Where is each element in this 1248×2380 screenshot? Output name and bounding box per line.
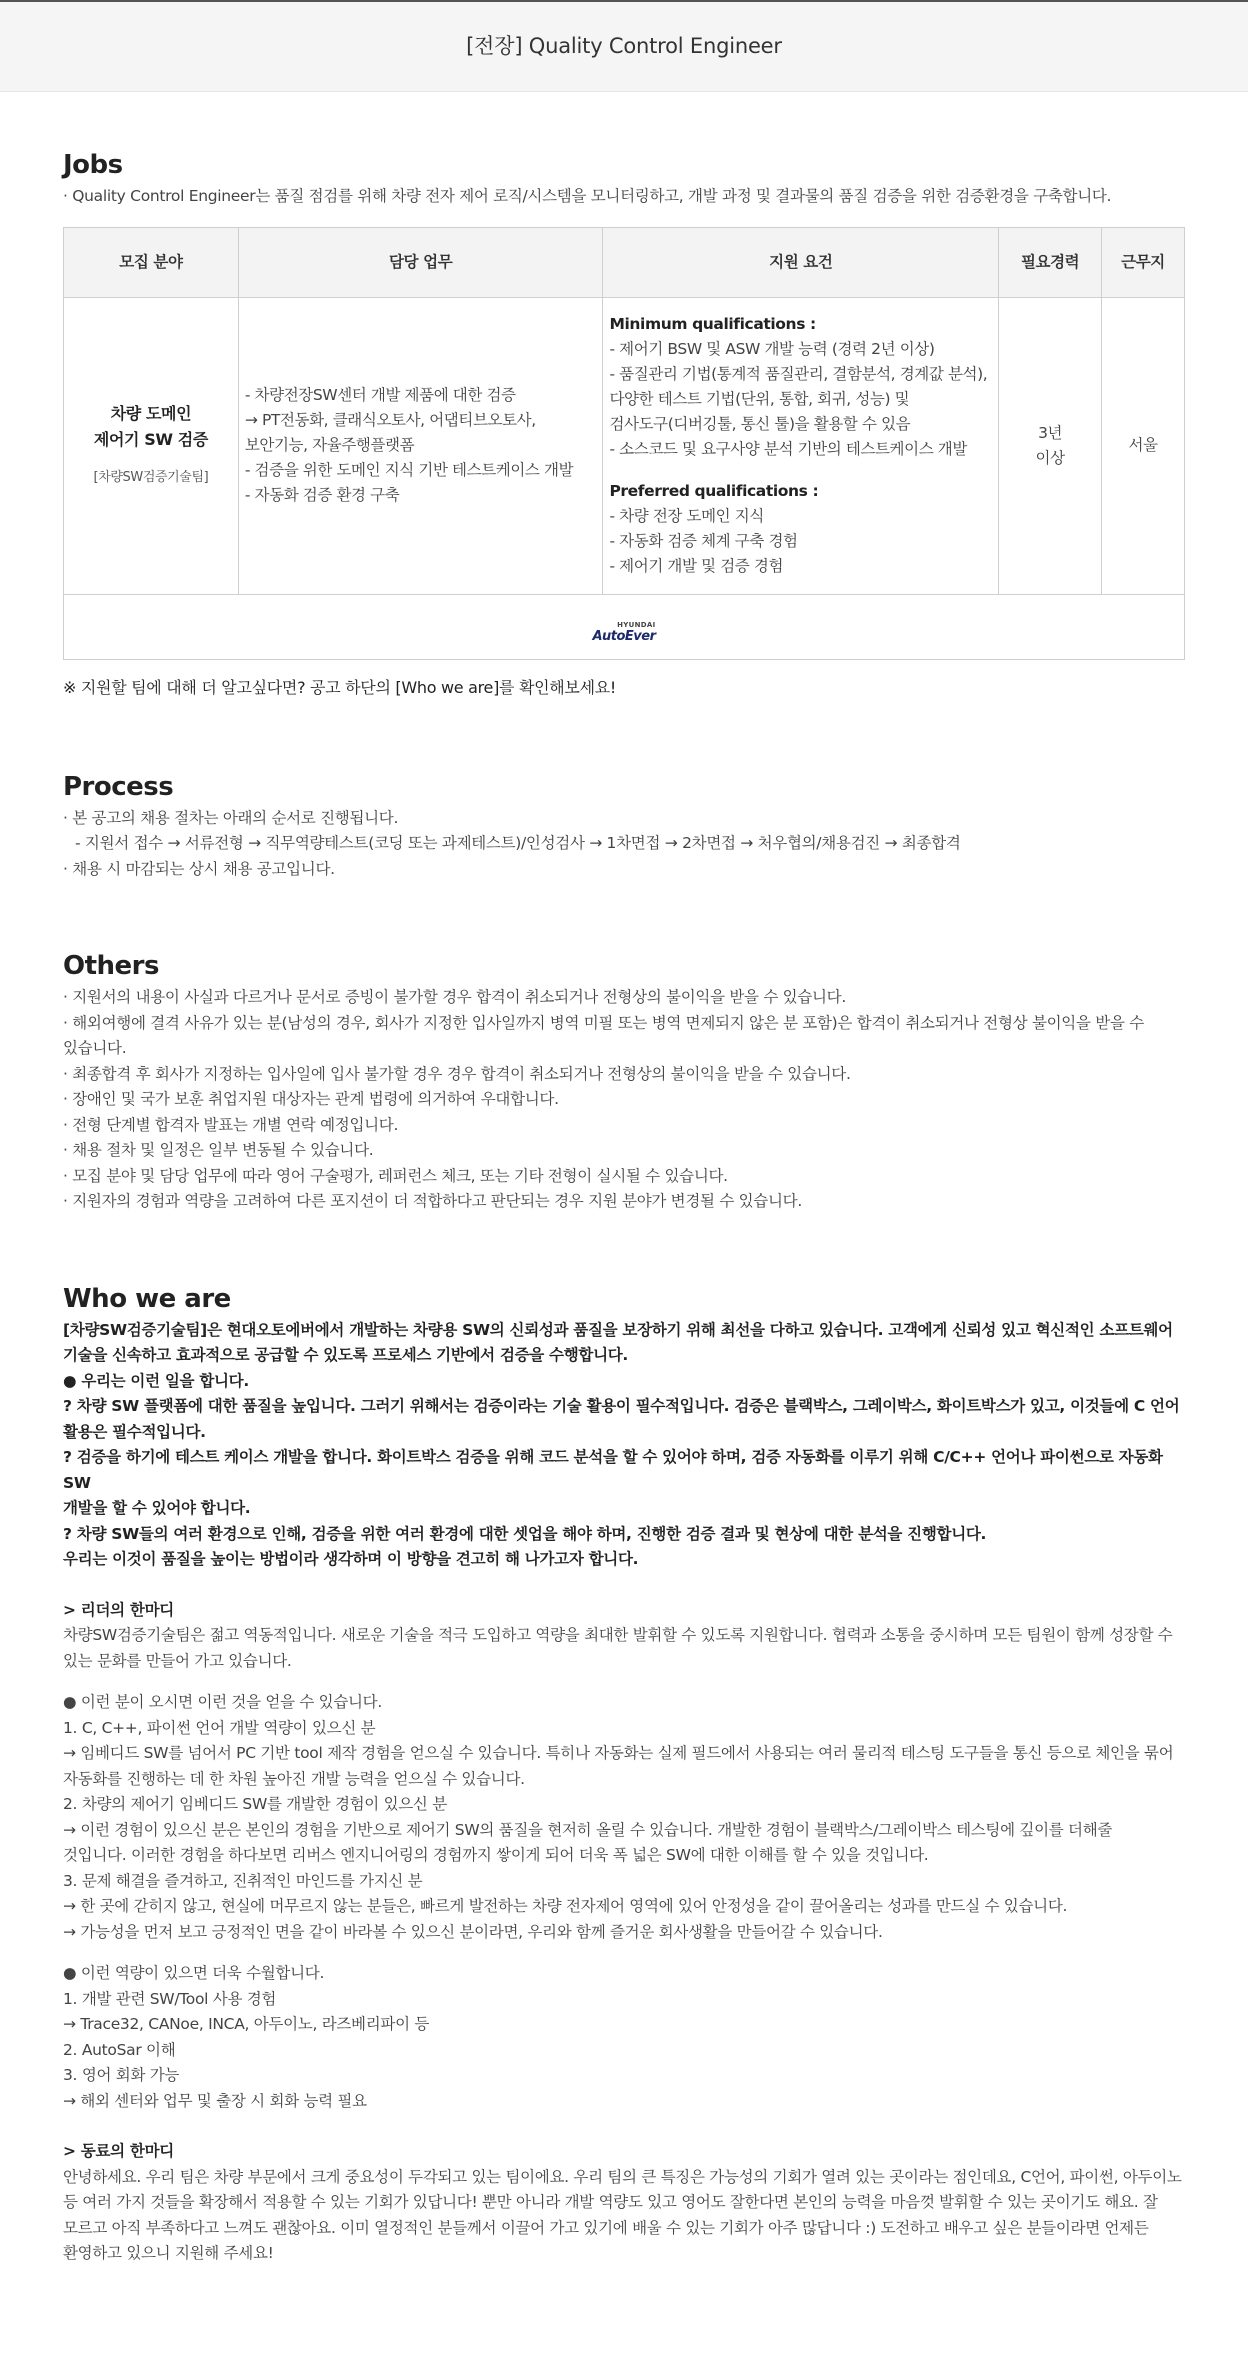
experience-line2: 이상 [1035, 448, 1065, 467]
preferred-qualifications-heading: Preferred qualifications : [609, 482, 819, 500]
jobs-section [63, 148, 1185, 700]
logo-brand-text: HYUNDAI [617, 620, 656, 629]
field-cell [64, 297, 239, 594]
requirement-line: - 품질관리 기법(통계적 품질관리, 결함분석, 경계값 분석), [609, 365, 988, 383]
experience-cell [999, 297, 1102, 594]
others-line: · 전형 단계별 합격자 발표는 개별 연락 예정입니다. [63, 1115, 399, 1134]
field-name-line2: 제어기 SW 검증 [93, 430, 208, 449]
leader-heading: > 리더의 한마디 [63, 1600, 174, 1619]
jobs-table-header-row [64, 227, 1185, 297]
leader-line: 있는 문화를 만들어 가고 있습니다. [63, 1651, 292, 1670]
jobs-table [63, 227, 1185, 660]
others-line: · 모집 분야 및 담당 업무에 따라 영어 구술평가, 레퍼런스 체크, 또는 기타 전형이 실시될 수 있습니다. [63, 1166, 728, 1185]
who-heading: Who we are [63, 1283, 231, 1314]
preferred-line: - 자동화 검증 체계 구축 경험 [609, 532, 798, 550]
who-intro-line: [차량SW검증기술팀]은 현대오토에버에서 개발하는 차량용 SW의 신뢰성과 품질을 보장하기 위해 최선을 다하고 있습니다. 고객에게 신뢰성 있고 혁신적인 소프트웨어 [63, 1320, 1173, 1339]
duty-line: 보안기능, 자율주행플랫폼 [244, 436, 415, 454]
who-intro-line: 우리는 이것이 품질을 높이는 방법이라 생각하며 이 방향을 견고히 해 나가고자 합니다. [63, 1550, 639, 1568]
benefit-line: 3. 문제 해결을 즐겨하고, 진취적인 마인드를 가지신 분 [63, 1871, 423, 1890]
posting-content [0, 92, 1248, 2347]
duty-line: - 차량전장SW센터 개발 제품에 대한 검증 [244, 386, 516, 404]
who-we-are-section [63, 1282, 1185, 2267]
others-section [63, 949, 1185, 1215]
header-field: 모집 분야 [64, 227, 239, 297]
requirement-line: - 제어기 BSW 및 ASW 개발 능력 (경력 2년 이상) [609, 340, 935, 358]
process-steps: - 지원서 접수 → 서류전형 → 직무역량테스트(코딩 또는 과제테스트)/인성검사 → 1차면접 → 2차면접 → 처우협의/채용검진 → 최종합격 [75, 834, 961, 852]
benefit-line: 것입니다. 이러한 경험을 하다보면 리버스 엔지니어링의 경험까지 쌓이게 되어 더욱 폭 넓은 SW에 대한 이해를 할 수 있을 것입니다. [63, 1846, 929, 1864]
colleague-line: 환영하고 있으니 지원해 주세요! [63, 2244, 274, 2262]
header-experience: 필요경력 [999, 227, 1102, 297]
others-line: · 장애인 및 국가 보훈 취업지원 대상자는 관계 법령에 의거하여 우대합니다. [63, 1090, 559, 1108]
logo-name-text: AutoEver [592, 628, 656, 644]
others-line: · 최종합격 후 회사가 지정하는 입사일에 입사 불가할 경우 경우 합격이 취소되거나 전형상의 불이익을 받을 수 있습니다. [63, 1064, 851, 1083]
skill-line: → Trace32, CANoe, INCA, 아두이노, 라즈베리파이 등 [63, 2015, 430, 2033]
who-intro-line: 활용은 필수적입니다. [63, 1422, 206, 1441]
others-heading: Others [63, 951, 159, 981]
header-duty: 담당 업무 [238, 227, 603, 297]
table-row [64, 297, 1185, 594]
company-logo [592, 620, 655, 644]
page-header [0, 0, 1248, 92]
process-line: · 본 공고의 채용 절차는 아래의 순서로 진행됩니다. [63, 808, 399, 827]
who-intro-line: ? 차량 SW 플랫폼에 대한 품질을 높입니다. 그러기 위해서는 검증이라는 기술 활용이 필수적입니다. 검증은 블랙박스, 그레이박스, 화이트박스가 있고, 이것들에 C 언어 [63, 1397, 1180, 1415]
who-intro-line: ● 우리는 이런 일을 합니다. [63, 1371, 249, 1390]
benefit-line: → 이런 경험이 있으신 분은 본인의 경험을 기반으로 제어기 SW의 품질을 현저히 올릴 수 있습니다. 개발한 경험이 블랙박스/그레이박스 테스팅에 깊이를 더해줄 [63, 1820, 1113, 1839]
benefit-line: → 가능성을 먼저 보고 긍정적인 면을 같이 바라볼 수 있으신 분이라면, 우리와 함께 즐거운 회사생활을 만들어갈 수 있습니다. [63, 1922, 883, 1941]
others-line: · 해외여행에 결격 사유가 있는 분(남성의 경우, 회사가 지정한 입사일까지 병역 미필 또는 병역 면제되지 않은 분 포함)은 합격이 취소되거나 전형상 불이익을 받을 수 [63, 1013, 1144, 1032]
benefit-line: 2. 차량의 제어기 임베디드 SW를 개발한 경험이 있으신 분 [63, 1795, 447, 1813]
location-cell: 서울 [1102, 297, 1185, 594]
team-info-note: ※ 지원할 팀에 대해 더 알고싶다면? 공고 하단의 [Who we are]를 확인해보세요! [63, 677, 616, 697]
who-intro-line: 개발을 할 수 있어야 합니다. [63, 1499, 251, 1517]
process-line: · 채용 시 마감되는 상시 채용 공고입니다. [63, 859, 335, 878]
benefit-line: ● 이런 분이 오시면 이런 것을 얻을 수 있습니다. [63, 1693, 382, 1711]
colleague-heading: > 동료의 한마디 [63, 2142, 174, 2160]
header-location: 근무지 [1102, 227, 1185, 297]
benefit-line: 1. C, C++, 파이썬 언어 개발 역량이 있으신 분 [63, 1718, 376, 1737]
header-requirements: 지원 요건 [603, 227, 999, 297]
requirement-line: - 소스코드 및 요구사양 분석 기반의 테스트케이스 개발 [609, 440, 967, 458]
skill-line: 3. 영어 회화 가능 [63, 2066, 180, 2084]
colleague-line: 모르고 아직 부족하다고 느껴도 괜찮아요. 이미 열정적인 분들께서 이끌어 가고 있기에 배울 수 있는 기회가 아주 많답니다 :) 도전하고 배우고 싶은 분들이라면 언제든 [63, 2218, 1149, 2237]
who-intro-line: ? 검증을 하기에 테스트 케이스 개발을 합니다. 화이트박스 검증을 위해 코드 분석을 할 수 있어야 하며, 검증 자동화를 이루기 위해 C/C++ 언어나 파이썬으로 자동화 SW [63, 1448, 1163, 1492]
benefit-line: → 한 곳에 갇히지 않고, 현실에 머무르지 않는 분들은, 빠르게 발전하는 차량 전자제어 영역에 있어 안정성을 같이 끌어올리는 성과를 만드실 수 있습니다. [63, 1897, 1068, 1915]
skill-line: ● 이런 역량이 있으면 더욱 수월합니다. [63, 1964, 325, 1982]
who-intro-line: ? 차량 SW들의 여러 환경으로 인해, 검증을 위한 여러 환경에 대한 셋업을 해야 하며, 진행한 검증 결과 및 현상에 대한 분석을 진행합니다. [63, 1524, 987, 1543]
process-section [63, 770, 1185, 883]
process-heading: Process [63, 771, 174, 802]
colleague-line: 등 여러 가지 것들을 확장해서 적용할 수 있는 기회가 있답니다! 뿐만 아니라 개발 역량도 있고 영어도 잘한다면 본인의 능력을 마음껏 발휘할 수 있는 곳이기도 해요. 잘 [63, 2193, 1158, 2211]
benefit-line: 자동화를 진행하는 데 한 차원 높아진 개발 능력을 얻으실 수 있습니다. [63, 1769, 525, 1788]
jobs-intro: · Quality Control Engineer는 품질 점검를 위해 차량 전자 제어 로직/시스템을 모니터링하고, 개발 과정 및 결과물의 품질 검증을 위한 검증환경을 구축합니다. [63, 187, 1112, 205]
duty-line: → PT전동화, 클래식오토사, 어댑티브오토사, [244, 411, 536, 429]
leader-line: 차량SW검증기술팀은 젊고 역동적입니다. 새로운 기술을 적극 도입하고 역량을 최대한 발휘할 수 있도록 지원합니다. 협력과 소통을 중시하며 모든 팀원이 함께 성장할 수 [63, 1626, 1173, 1644]
preferred-line: - 제어기 개발 및 검증 경험 [609, 557, 784, 575]
preferred-line: - 차량 전장 도메인 지식 [609, 507, 764, 525]
others-line: · 지원서의 내용이 사실과 다르거나 문서로 증빙이 불가할 경우 합격이 취소되거나 전형상의 불이익을 받을 수 있습니다. [63, 988, 846, 1006]
others-line: · 채용 절차 및 일정은 일부 변동될 수 있습니다. [63, 1141, 374, 1159]
duty-line: - 자동화 검증 환경 구축 [244, 486, 400, 504]
who-intro-line: 기술을 신속하고 효과적으로 공급할 수 있도록 프로세스 기반에서 검증을 수행합니다. [63, 1346, 629, 1364]
requirement-line: 다양한 테스트 기법(단위, 통합, 회귀, 성능) 및 [609, 390, 910, 408]
requirements-cell [603, 297, 999, 594]
page-title: [전장] Quality Control Engineer [466, 34, 782, 58]
skill-line: 2. AutoSar 이해 [63, 2040, 176, 2059]
experience-line1: 3년 [1038, 423, 1063, 442]
skill-line: → 해외 센터와 업무 및 출장 시 회화 능력 필요 [63, 2091, 367, 2110]
field-team: [차량SW검증기술팀] [93, 470, 209, 485]
others-line: · 지원자의 경험과 역량을 고려하여 다른 포지션이 더 적합하다고 판단되는 경우 지원 분야가 변경될 수 있습니다. [63, 1192, 802, 1210]
jobs-heading: Jobs [63, 150, 123, 180]
requirement-line: 검사도구(디버깅툴, 통신 툴)을 활용할 수 있음 [609, 415, 911, 433]
minimum-qualifications-heading: Minimum qualifications : [609, 315, 816, 333]
duty-cell [238, 297, 603, 594]
field-name-line1: 차량 도메인 [110, 404, 192, 423]
benefit-line: → 임베디드 SW를 넘어서 PC 기반 tool 제작 경험을 얻으실 수 있습니다. 특히나 자동화는 실제 필드에서 사용되는 여러 물리적 테스팅 도구들을 통신 등으로 체인을 묶어 [63, 1744, 1174, 1762]
colleague-line: 안녕하세요. 우리 팀은 차량 부문에서 크게 중요성이 두각되고 있는 팀이에요. 우리 팀의 큰 특징은 가능성의 기회가 열려 있는 곳이라는 점인데요, C언어, 파이썬, 아두이노 [63, 2167, 1182, 2186]
skill-line: 1. 개발 관련 SW/Tool 사용 경험 [63, 1989, 277, 2008]
others-line: 있습니다. [63, 1039, 127, 1057]
logo-cell [64, 594, 1185, 659]
duty-line: - 검증을 위한 도메인 지식 기반 테스트케이스 개발 [244, 461, 574, 479]
logo-row [64, 594, 1185, 659]
